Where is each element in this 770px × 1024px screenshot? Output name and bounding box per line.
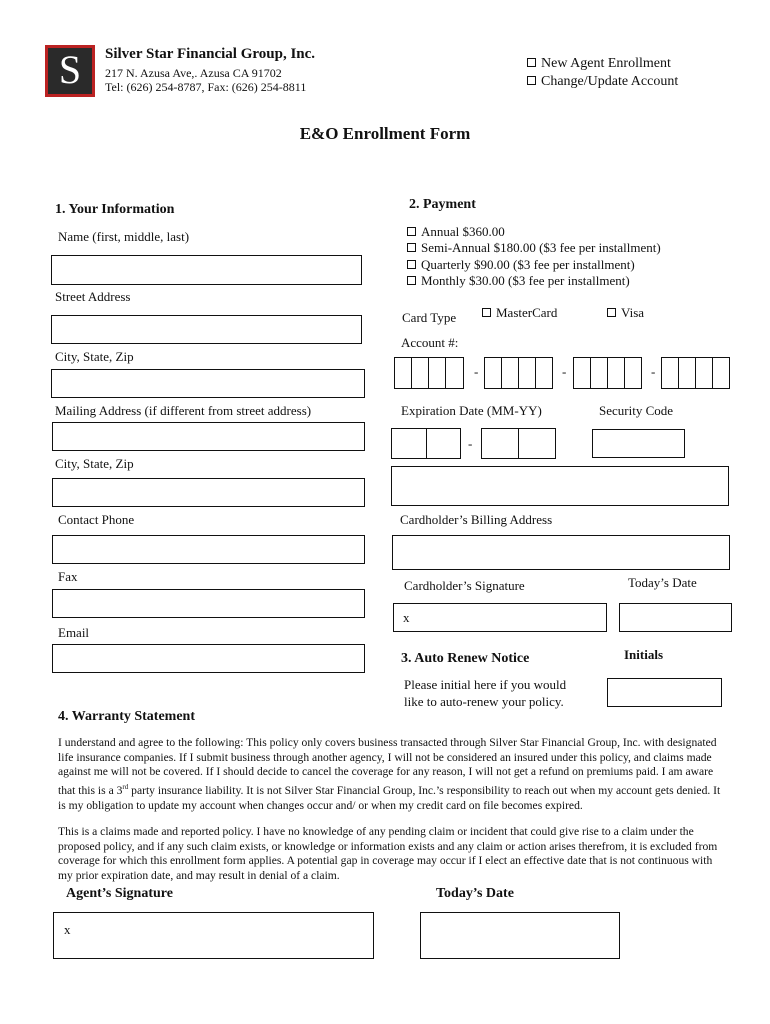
checkbox[interactable] xyxy=(607,308,616,317)
account-digit[interactable] xyxy=(445,357,464,389)
logo-letter: S xyxy=(48,48,92,94)
street-label: Street Address xyxy=(55,289,131,304)
email-field[interactable] xyxy=(52,644,365,673)
checkbox[interactable] xyxy=(482,308,491,317)
superscript: rd xyxy=(122,783,129,792)
security-code-field[interactable] xyxy=(592,429,685,458)
account-digit[interactable] xyxy=(535,357,553,389)
city-label: City, State, Zip xyxy=(55,349,134,364)
card-mastercard-option[interactable] xyxy=(482,305,557,321)
auto-renew-heading: 3. Auto Renew Notice xyxy=(401,651,530,666)
city-field[interactable] xyxy=(51,369,365,398)
phone-label: Contact Phone xyxy=(58,512,135,527)
agent-signature-field[interactable] xyxy=(53,912,374,959)
checkbox[interactable] xyxy=(407,276,416,285)
checkbox[interactable] xyxy=(527,58,536,67)
plan-label: Monthly $30.00 ($3 fee per installment) xyxy=(421,273,630,288)
billing-address-field-2[interactable] xyxy=(392,535,730,570)
change-account-label: Change/Update Account xyxy=(541,74,679,89)
checkbox[interactable] xyxy=(527,76,536,85)
new-agent-label: New Agent Enrollment xyxy=(541,56,671,71)
account-digit[interactable] xyxy=(394,357,412,389)
visa-label: Visa xyxy=(621,305,645,320)
account-digit[interactable] xyxy=(501,357,519,389)
account-digit[interactable] xyxy=(428,357,446,389)
account-digit[interactable] xyxy=(678,357,696,389)
fax-field[interactable] xyxy=(52,589,365,618)
initials-field[interactable] xyxy=(607,678,722,707)
today-date-label: Today’s Date xyxy=(628,575,697,590)
new-agent-option[interactable] xyxy=(527,56,671,72)
street-field[interactable] xyxy=(51,315,362,344)
account-digit[interactable] xyxy=(573,357,591,389)
plan-label: Annual $360.00 xyxy=(421,224,505,239)
plan-semiannual[interactable] xyxy=(407,240,661,256)
expiration-year-digit[interactable] xyxy=(518,428,556,459)
account-dash: - xyxy=(562,364,567,379)
plan-annual[interactable] xyxy=(407,224,505,240)
warranty-text: I understand and agree to the following: This policy only covers business transacted through Silver Star Financial Group, Inc. with designated life insurance companies. If I submit business through another agency, I will not be considered an insured under this policy, and claims made against me will not be covered. If I should decide to cancel the coverage for any reason, I will not get a refund on premiums paid. I am aware that this is a 3 xyxy=(58,736,717,797)
company-logo xyxy=(45,45,95,97)
account-digit[interactable] xyxy=(607,357,625,389)
form-title: E&O Enrollment Form xyxy=(299,124,471,143)
cardholder-signature-field[interactable] xyxy=(393,603,607,632)
company-name: Silver Star Financial Group, Inc. xyxy=(105,46,316,62)
email-label: Email xyxy=(58,625,90,640)
expiration-year-digit[interactable] xyxy=(481,428,519,459)
signature-label: Cardholder’s Signature xyxy=(404,578,525,593)
mailing-label: Mailing Address (if different from street address) xyxy=(55,403,312,418)
name-label: Name (first, middle, last) xyxy=(58,229,190,244)
agent-date-field[interactable] xyxy=(420,912,620,959)
card-type-label: Card Type xyxy=(402,310,457,325)
warranty-heading: 4. Warranty Statement xyxy=(58,709,195,724)
initials-label: Initials xyxy=(624,647,664,662)
account-digit[interactable] xyxy=(695,357,713,389)
plan-label: Quarterly $90.00 ($3 fee per installment) xyxy=(421,257,635,272)
cardholder-date-field[interactable] xyxy=(619,603,732,632)
signature-mark: x xyxy=(64,922,71,937)
change-account-option[interactable] xyxy=(527,74,678,90)
mailing-field[interactable] xyxy=(52,422,365,451)
account-label: Account #: xyxy=(401,335,459,350)
agent-date-label: Today’s Date xyxy=(436,886,514,901)
company-address: 217 N. Azusa Ave,. Azusa CA 91702 xyxy=(105,66,282,80)
phone-field[interactable] xyxy=(52,535,365,564)
billing-label: Cardholder’s Billing Address xyxy=(400,512,553,527)
account-digit[interactable] xyxy=(712,357,730,389)
checkbox[interactable] xyxy=(407,243,416,252)
signature-mark: x xyxy=(403,610,410,625)
name-field[interactable] xyxy=(51,255,362,285)
checkbox[interactable] xyxy=(407,227,416,236)
auto-renew-text-1: Please initial here if you would xyxy=(404,677,567,692)
billing-address-field-1[interactable] xyxy=(391,466,729,506)
warranty-paragraph-2: This is a claims made and reported policy. I have no knowledge of any pending claim or incident that could give rise to a claim under the proposed policy, and if any such claim exists, or knowledge or information exists and any claim or action arises therefrom, it is excluded from coverage for which this enrollment form applies. A potential gap in coverage may occur if I elect an effective date that is not continuous with my prior expiration date, and may result in denial of a claim. xyxy=(58,825,718,883)
plan-quarterly[interactable] xyxy=(407,257,635,273)
plan-monthly[interactable] xyxy=(407,273,630,289)
expiration-label: Expiration Date (MM-YY) xyxy=(401,403,542,418)
your-info-heading: 1. Your Information xyxy=(55,202,175,217)
account-dash: - xyxy=(474,364,479,379)
account-digit[interactable] xyxy=(411,357,429,389)
warranty-text: party insurance liability. It is not Silver Star Financial Group, Inc.’s responsibility to reach out when my account gets denied. It is my obligation to update my account when changes occur and/ or when my credit card on file becomes expired. xyxy=(58,783,721,812)
mastercard-label: MasterCard xyxy=(496,305,558,320)
account-digit[interactable] xyxy=(518,357,536,389)
expiration-month-digit[interactable] xyxy=(426,428,461,459)
payment-heading: 2. Payment xyxy=(409,197,476,212)
company-contact: Tel: (626) 254-8787, Fax: (626) 254-8811 xyxy=(105,80,307,94)
plan-label: Semi-Annual $180.00 ($3 fee per installment) xyxy=(421,240,661,255)
account-dash: - xyxy=(651,364,656,379)
account-digit[interactable] xyxy=(661,357,679,389)
expiration-month-digit[interactable] xyxy=(391,428,427,459)
auto-renew-text-2: like to auto-renew your policy. xyxy=(404,694,564,709)
warranty-paragraph-1 xyxy=(58,736,722,813)
account-digit[interactable] xyxy=(624,357,642,389)
account-digit[interactable] xyxy=(590,357,608,389)
card-visa-option[interactable] xyxy=(607,305,644,321)
city2-field[interactable] xyxy=(52,478,365,507)
security-label: Security Code xyxy=(599,403,674,418)
agent-signature-label: Agent’s Signature xyxy=(66,886,173,901)
account-digit[interactable] xyxy=(484,357,502,389)
checkbox[interactable] xyxy=(407,260,416,269)
expiration-dash: - xyxy=(468,436,473,451)
city2-label: City, State, Zip xyxy=(55,456,134,471)
fax-label: Fax xyxy=(58,569,78,584)
